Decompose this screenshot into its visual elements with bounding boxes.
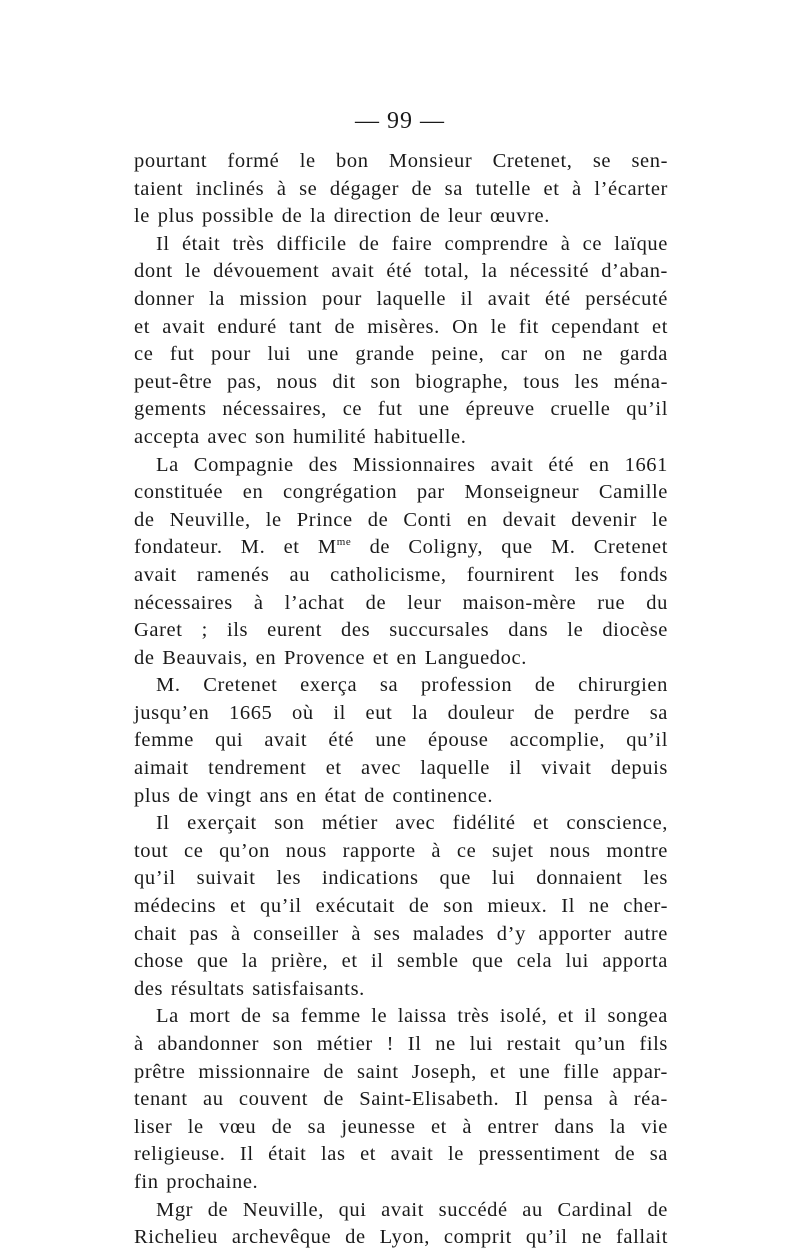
- page-number: — 99 —: [355, 108, 445, 134]
- text-line: peut-être pas, nous dit son biographe, tous les ména-: [134, 370, 668, 393]
- text-line: gements nécessaires, ce fut une épreuve cruelle qu’il: [134, 398, 668, 421]
- text-line: Il était très difficile de faire comprendre à ce laïque: [156, 232, 668, 255]
- text-line: chait pas à conseiller à ses malades d’y apporter autre: [134, 922, 668, 945]
- text-line: tout ce qu’on nous rapporte à ce sujet nous montre: [134, 839, 668, 862]
- text-line: taient inclinés à se dégager de sa tutelle et à l’écarter: [134, 177, 668, 200]
- text-line: La Compagnie des Missionnaires avait été en 1661: [156, 453, 668, 476]
- text-line: Il exerçait son métier avec fidélité et conscience,: [156, 812, 668, 835]
- text-line: Garet ; ils eurent des succursales dans le diocèse: [134, 619, 668, 642]
- text-line: Mgr de Neuville, qui avait succédé au Cardinal de: [156, 1198, 668, 1221]
- text-line: de Beauvais, en Provence et en Languedoc.: [134, 646, 527, 669]
- text-line: pourtant formé le bon Monsieur Cretenet, se sen-: [134, 150, 668, 172]
- text-line: plus de vingt ans en état de continence.: [134, 784, 494, 807]
- text-line: fin prochaine.: [134, 1170, 259, 1193]
- text-line: chose que la prière, et il semble que cela lui apporta: [134, 950, 668, 973]
- text-line: constituée en congrégation par Monseigneur Camille: [134, 481, 668, 504]
- text-line: M. Cretenet exerça sa profession de chirurgien: [156, 674, 668, 697]
- text-line: Richelieu archevêque de Lyon, comprit qu’il ne fallait: [134, 1226, 668, 1249]
- text-line: La mort de sa femme le laissa très isolé, et il songea: [156, 1005, 668, 1028]
- text-line: jusqu’en 1665 où il eut la douleur de perdre sa: [134, 701, 668, 724]
- text-line: de Neuville, le Prince de Conti en devait devenir le: [134, 508, 668, 531]
- text-line: à abandonner son métier ! Il ne lui restait qu’un fils: [134, 1033, 668, 1055]
- text-line: prêtre missionnaire de saint Joseph, et une fille appar-: [134, 1060, 668, 1083]
- text-line: fondateur. M. et $M^{me}$ de Coligny, que M. Cretenet: [134, 536, 668, 559]
- text-line: accepta avec son humilité habituelle.: [134, 425, 467, 448]
- text-line: donner la mission pour laquelle il avait été persécuté: [134, 287, 668, 310]
- text-line: ce fut pour lui une grande peine, car on ne garda: [134, 343, 668, 366]
- text-line: religieuse. Il était las et avait le pressentiment de sa: [134, 1143, 668, 1166]
- body-text: [134, 148, 668, 1252]
- text-line: nécessaires à l’achat de leur maison-mère rue du: [134, 591, 668, 614]
- text-line: femme qui avait été une épouse accomplie, qu’il: [134, 729, 668, 752]
- text-line: des résultats satisfaisants.: [134, 977, 365, 1000]
- text-line: le plus possible de la direction de leur œuvre.: [134, 205, 550, 228]
- text-line: et avait enduré tant de misères. On le fit cependant et: [134, 315, 668, 338]
- text-line: dont le dévouement avait été total, la nécessité d’aban-: [134, 260, 668, 283]
- text-line: liser le vœu de sa jeunesse et à entrer dans la vie: [134, 1115, 668, 1138]
- text-line: médecins et qu’il exécutait de son mieux. Il ne cher-: [134, 895, 668, 918]
- text-line: avait ramenés au catholicisme, fournirent les fonds: [134, 563, 668, 586]
- text-line: tenant au couvent de Saint-Elisabeth. Il pensa à réa-: [134, 1088, 668, 1111]
- text-line: aimait tendrement et avec laquelle il vivait depuis: [134, 757, 668, 780]
- text-line: qu’il suivait les indications que lui donnaient les: [134, 867, 668, 890]
